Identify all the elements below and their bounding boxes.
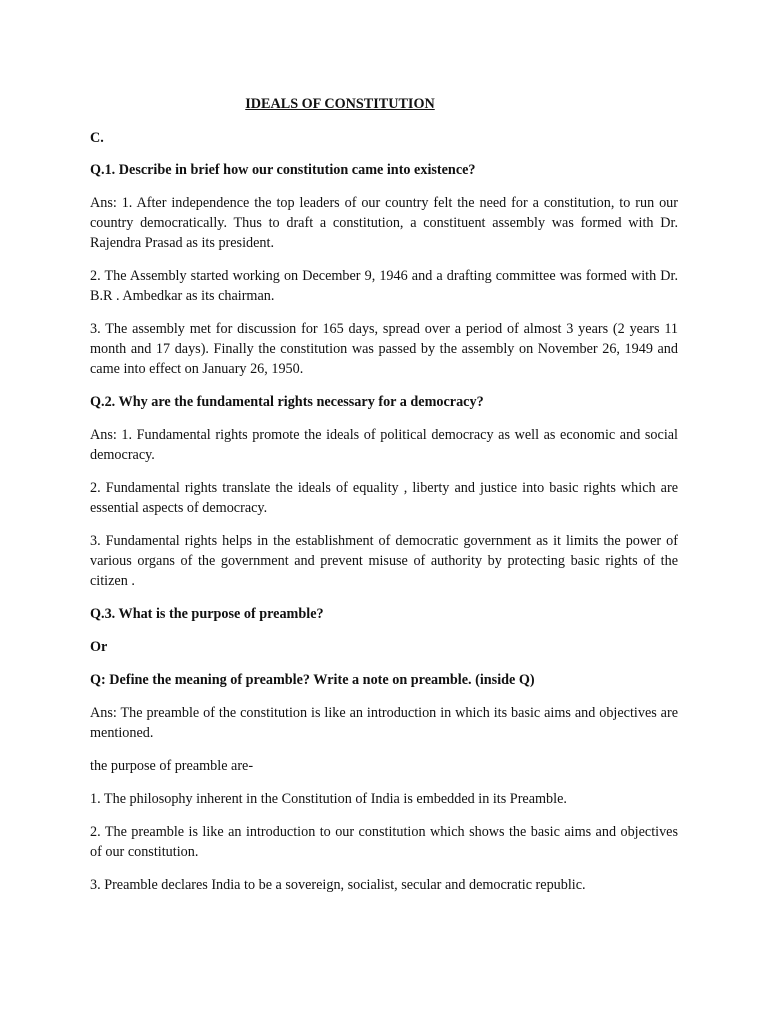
q3-answer-2: the purpose of preamble are- — [90, 758, 254, 774]
section-label: C. — [90, 130, 104, 146]
document-page — [90, 94, 678, 908]
q3-answer-1: Ans: The preamble of the constitution is like an introduction in which its basic aims and objectives are mentioned. — [90, 705, 678, 741]
question-2: Q.2. Why are the fundamental rights necessary for a democracy? — [90, 394, 484, 410]
question-1: Q.1. Describe in brief how our constitution came into existence? — [90, 162, 476, 178]
question-3-alternate: Q: Define the meaning of preamble? Write a note on preamble. (inside Q) — [90, 672, 535, 688]
q1-answer-1: Ans: 1. After independence the top leaders of our country felt the need for a constitution, to run our country democratically. Thus to draft a constitution, a constituent assembly was formed with Dr. Rajendra Prasad as its president. — [90, 195, 678, 251]
q2-answer-3: 3. Fundamental rights helps in the establishment of democratic government as it limits the power of various organs of the government and prevent misuse of authority by protecting basic rights of the citizen . — [90, 533, 678, 589]
q1-answer-3: 3. The assembly met for discussion for 165 days, spread over a period of almost 3 years (2 years 11 month and 17 days). Finally the constitution was passed by the assembly on November 26, 1949 and came into effect on January 26, 1950. — [90, 321, 678, 377]
q3-answer-3: 1. The philosophy inherent in the Constitution of India is embedded in its Preamble. — [90, 791, 567, 807]
or-separator: Or — [90, 639, 108, 655]
q2-answer-2: 2. Fundamental rights translate the ideals of equality , liberty and justice into basic rights which are essential aspects of democracy. — [90, 480, 678, 516]
q2-answer-1: Ans: 1. Fundamental rights promote the ideals of political democracy as well as economic and social democracy. — [90, 427, 678, 463]
q1-answer-2: 2. The Assembly started working on December 9, 1946 and a drafting committee was formed with Dr. B.R . Ambedkar as its chairman. — [90, 268, 678, 304]
question-3: Q.3. What is the purpose of preamble? — [90, 606, 324, 622]
q3-answer-5: 3. Preamble declares India to be a sovereign, socialist, secular and democratic republic. — [90, 877, 586, 893]
document-title: IDEALS OF CONSTITUTION — [245, 96, 435, 112]
q3-answer-4: 2. The preamble is like an introduction to our constitution which shows the basic aims and objectives of our constitution. — [90, 824, 678, 860]
